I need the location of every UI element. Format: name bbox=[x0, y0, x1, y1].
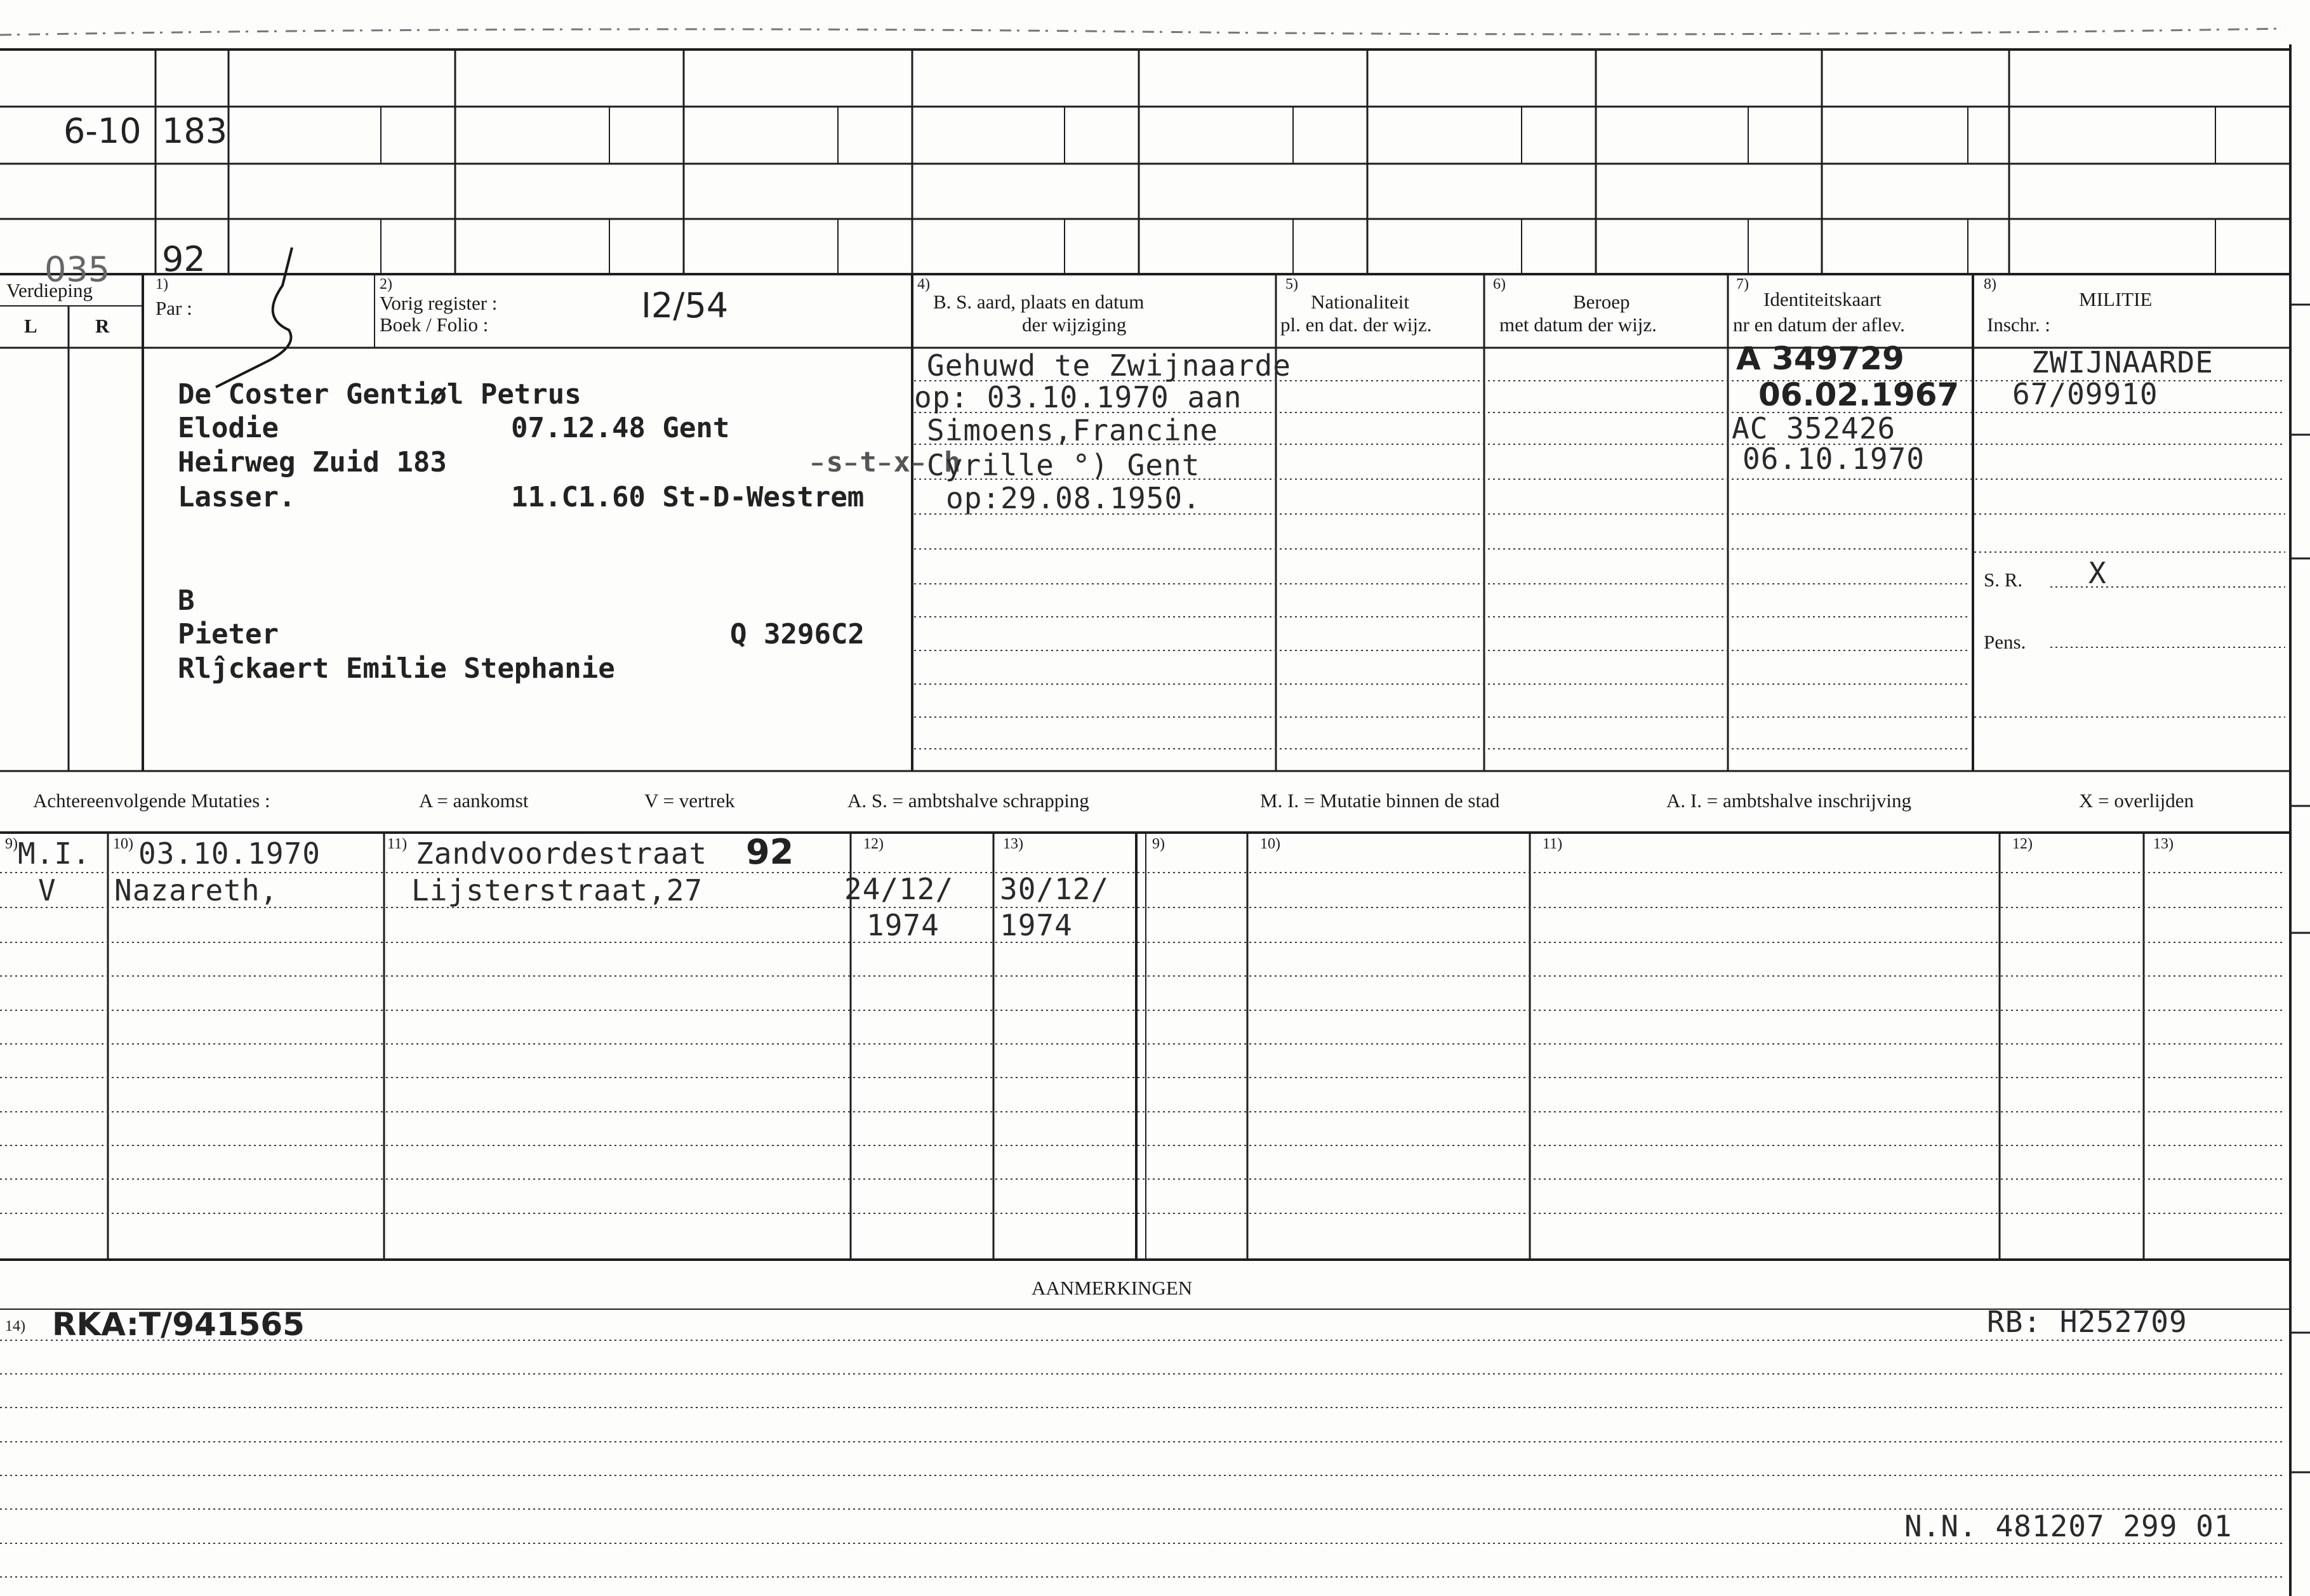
mutation-year-13: 1974 bbox=[1000, 908, 1073, 942]
mutation-date: 03.10.1970 bbox=[138, 836, 321, 871]
militie-header: MILITIE bbox=[2079, 288, 2153, 310]
civil-status-line: Simoens,Francine bbox=[927, 413, 1219, 447]
person-mother: Rlĵckaert Emilie Stephanie bbox=[178, 652, 615, 685]
person-occupation: Lasser. bbox=[178, 481, 296, 513]
mutation-type: V bbox=[38, 873, 56, 907]
remarks-rb: RB: H252709 bbox=[1987, 1305, 2187, 1339]
mutation-col-number: 13) bbox=[2153, 836, 2174, 852]
top-grid-old-number: 6-10 bbox=[63, 111, 142, 151]
nationaliteit-header: Nationaliteit bbox=[1311, 291, 1409, 313]
mutation-date-13: 30/12/ bbox=[1000, 872, 1110, 906]
field-number-6: 6) bbox=[1493, 276, 1506, 293]
mutation-col-number: 10) bbox=[113, 836, 133, 852]
legend-item: A. I. = ambtshalve inschrijving bbox=[1666, 789, 1911, 812]
field-number-8: 8) bbox=[1984, 276, 1996, 293]
remarks-title: AANMERKINGEN bbox=[1032, 1277, 1193, 1299]
id-card-date-1: 06.02.1967 bbox=[1758, 376, 1960, 413]
mutation-address: Zandvoordestraat bbox=[416, 836, 708, 871]
mutation-year-12: 1974 bbox=[866, 908, 939, 942]
id-card-number-2: AC 352426 bbox=[1732, 411, 1896, 445]
identiteitskaart-header: Identiteitskaart bbox=[1763, 288, 1882, 310]
militie-number: 67/09910 bbox=[2012, 377, 2158, 411]
col-l-label: L bbox=[24, 315, 37, 337]
sr-label: S. R. bbox=[1984, 569, 2023, 591]
bs-header-line2: der wijziging bbox=[1022, 313, 1127, 336]
mutation-address: Lijsterstraat,27 bbox=[411, 873, 703, 907]
person-address: Heirweg Zuid 183 bbox=[178, 446, 447, 478]
person-birth: 07.12.48 Gent bbox=[511, 412, 730, 444]
legend-title: Achtereenvolgende Mutaties : bbox=[33, 789, 270, 812]
field-number-1: 1) bbox=[156, 276, 168, 293]
person-given-name: Elodie bbox=[178, 412, 279, 444]
legend-item: X = overlijden bbox=[2079, 789, 2194, 812]
militie-place: ZWIJNAARDE bbox=[2031, 345, 2214, 379]
mutation-house-number: 92 bbox=[746, 832, 794, 872]
field-number-7: 7) bbox=[1736, 276, 1749, 293]
legend-item: A. S. = ambtshalve schrapping bbox=[847, 789, 1089, 812]
beroep-subheader: met datum der wijz. bbox=[1499, 313, 1657, 336]
boek-folio-value: I2/54 bbox=[641, 286, 729, 326]
boek-folio-label: Boek / Folio : bbox=[380, 313, 489, 336]
vorig-register-label: Vorig register : bbox=[380, 292, 498, 314]
identiteitskaart-subheader: nr en datum der aflev. bbox=[1733, 313, 1905, 336]
top-grid-old-number-2: 035 bbox=[44, 249, 110, 289]
nationaliteit-subheader: pl. en dat. der wijz. bbox=[1280, 313, 1432, 336]
id-card-number-1: A 349729 bbox=[1736, 340, 1904, 377]
civil-status-line: Gehuwd te Zwijnaarde bbox=[927, 348, 1291, 383]
person-registration: 11.C1.60 St-D-Westrem bbox=[511, 481, 865, 513]
mutation-col-number: 9) bbox=[1152, 836, 1165, 852]
remarks-rka: RKA:T/941565 bbox=[52, 1306, 305, 1343]
mutation-col-number: 12) bbox=[2012, 836, 2033, 852]
civil-status-line: op:29.08.1950. bbox=[946, 481, 1201, 515]
mutation-col-number: 13) bbox=[1003, 836, 1023, 852]
civil-status-line: op: 03.10.1970 aan bbox=[914, 380, 1242, 414]
col-r-label: R bbox=[95, 315, 110, 337]
person-name: De Coster Gentiøl Petrus bbox=[178, 378, 581, 411]
legend-item: M. I. = Mutatie binnen de stad bbox=[1260, 789, 1500, 812]
mutation-col-number: 10) bbox=[1260, 836, 1280, 852]
mutation-date-12: 24/12/ bbox=[844, 872, 954, 906]
field-number-5: 5) bbox=[1285, 276, 1298, 293]
field-number-4: 4) bbox=[917, 276, 930, 293]
inschr-label: Inschr. : bbox=[1987, 313, 2050, 336]
verdieping-label: Verdieping bbox=[6, 279, 93, 301]
person-father: Pieter bbox=[178, 618, 279, 650]
par-label: Par : bbox=[156, 297, 192, 319]
remarks-nn: N.N. 481207 299 01 bbox=[1904, 1509, 2233, 1543]
sr-value: X bbox=[2088, 556, 2107, 590]
mutation-col-number: 11) bbox=[387, 836, 408, 852]
top-grid-house-number-2: 92 bbox=[162, 239, 206, 279]
field-number-2: 2) bbox=[380, 276, 392, 293]
field-number-14: 14) bbox=[5, 1318, 25, 1335]
person-marker: B bbox=[178, 584, 195, 617]
legend-item: V = vertrek bbox=[644, 789, 735, 812]
pens-label: Pens. bbox=[1984, 631, 2026, 653]
mutation-place: Nazareth, bbox=[114, 873, 279, 907]
mutation-type: M.I. bbox=[18, 836, 91, 871]
mutation-col-number: 11) bbox=[1543, 836, 1563, 852]
top-grid-house-number: 183 bbox=[162, 111, 228, 151]
id-card-date-2: 06.10.1970 bbox=[1742, 442, 1925, 476]
bs-header-line1: B. S. aard, plaats en datum bbox=[933, 291, 1145, 313]
person-code: Q 3296C2 bbox=[730, 618, 865, 650]
mutation-col-number: 9) bbox=[5, 836, 18, 852]
person-struck-text: ̵s̵t̵x̵ h bbox=[809, 446, 961, 478]
legend-item: A = aankomst bbox=[419, 789, 529, 812]
civil-status-line: Cyrille °) Gent bbox=[927, 448, 1200, 482]
mutation-col-number: 12) bbox=[863, 836, 884, 852]
beroep-header: Beroep bbox=[1573, 291, 1630, 313]
